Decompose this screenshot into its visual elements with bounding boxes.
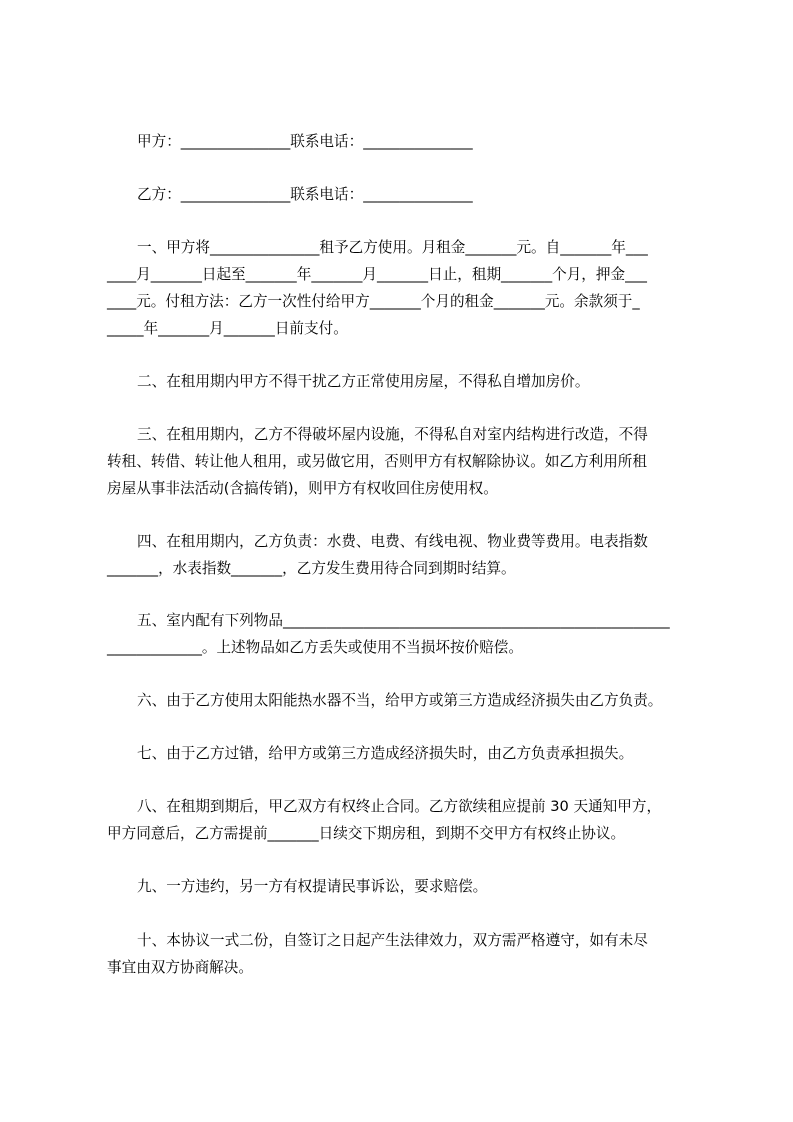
clause-5-line-1: 五、室内配有下列物品_____________________________________________________	[137, 612, 670, 629]
clause-10-line-2: 事宜由双方协商解决。	[107, 959, 253, 976]
clause-10-line-1: 十、本协议一式二份，自签订之日起产生法律效力，双方需严格遵守，如有未尽	[137, 932, 648, 949]
clause-4-line-2: _______，水表指数_______，乙方发生费用待合同到期时结算。	[107, 560, 516, 577]
clause-6-line-1: 六、由于乙方使用太阳能热水器不当，给甲方或第三方造成经济损失由乙方负责。	[137, 692, 663, 709]
clause-7-line-1: 七、由于乙方过错，给甲方或第三方造成经济损失时，由乙方负责承担损失。	[137, 745, 634, 762]
clause-2-line-1: 二、在租用期内甲方不得干扰乙方正常使用房屋，不得私自增加房价。	[137, 373, 590, 390]
clause-3-line-2: 转租、转借、转让他人租用，或另做它用，否则甲方有权解除协议。如乙方利用所租	[107, 453, 647, 470]
clause-1-line-1: 一、甲方将_______________租予乙方使用。月租金_______元。自_______年___	[137, 239, 648, 256]
clause-1-line-3: ____元。付租方法：乙方一次性付给甲方_______个月的租金_______元。余款须于_	[107, 293, 640, 310]
clause-1-line-2: ____月_______日起至_______年_______月_______日止，租期_______个月，押金___	[107, 266, 647, 283]
clause-4-line-1: 四、在租用期内，乙方负责：水费、电费、有线电视、物业费等费用。电表指数	[137, 533, 648, 550]
party-b-line: 乙方：_______________联系电话：_______________	[137, 186, 473, 203]
party-a-line: 甲方：_______________联系电话：_______________	[137, 133, 473, 150]
clause-5-line-2: _____________。上述物品如乙方丢失或使用不当损坏按价赔偿。	[107, 639, 523, 656]
clause-8-line-1: 八、在租期到期后，甲乙双方有权终止合同。乙方欲续租应提前 30 天通知甲方，	[137, 798, 662, 815]
clause-3-line-1: 三、在租用期内，乙方不得破坏屋内设施，不得私自对室内结构进行改造，不得	[137, 426, 648, 443]
clause-8-line-2: 甲方同意后，乙方需提前_______日续交下期房租，到期不交甲方有权终止协议。	[107, 825, 626, 842]
clause-1-line-4: _____年_______月_______日前支付。	[107, 320, 348, 337]
clause-9-line-1: 九、一方违约，另一方有权提请民事诉讼，要求赔偿。	[137, 878, 488, 895]
clause-3-line-3: 房屋从事非法活动(含搞传销)，则甲方有权收回住房使用权。	[107, 480, 498, 497]
